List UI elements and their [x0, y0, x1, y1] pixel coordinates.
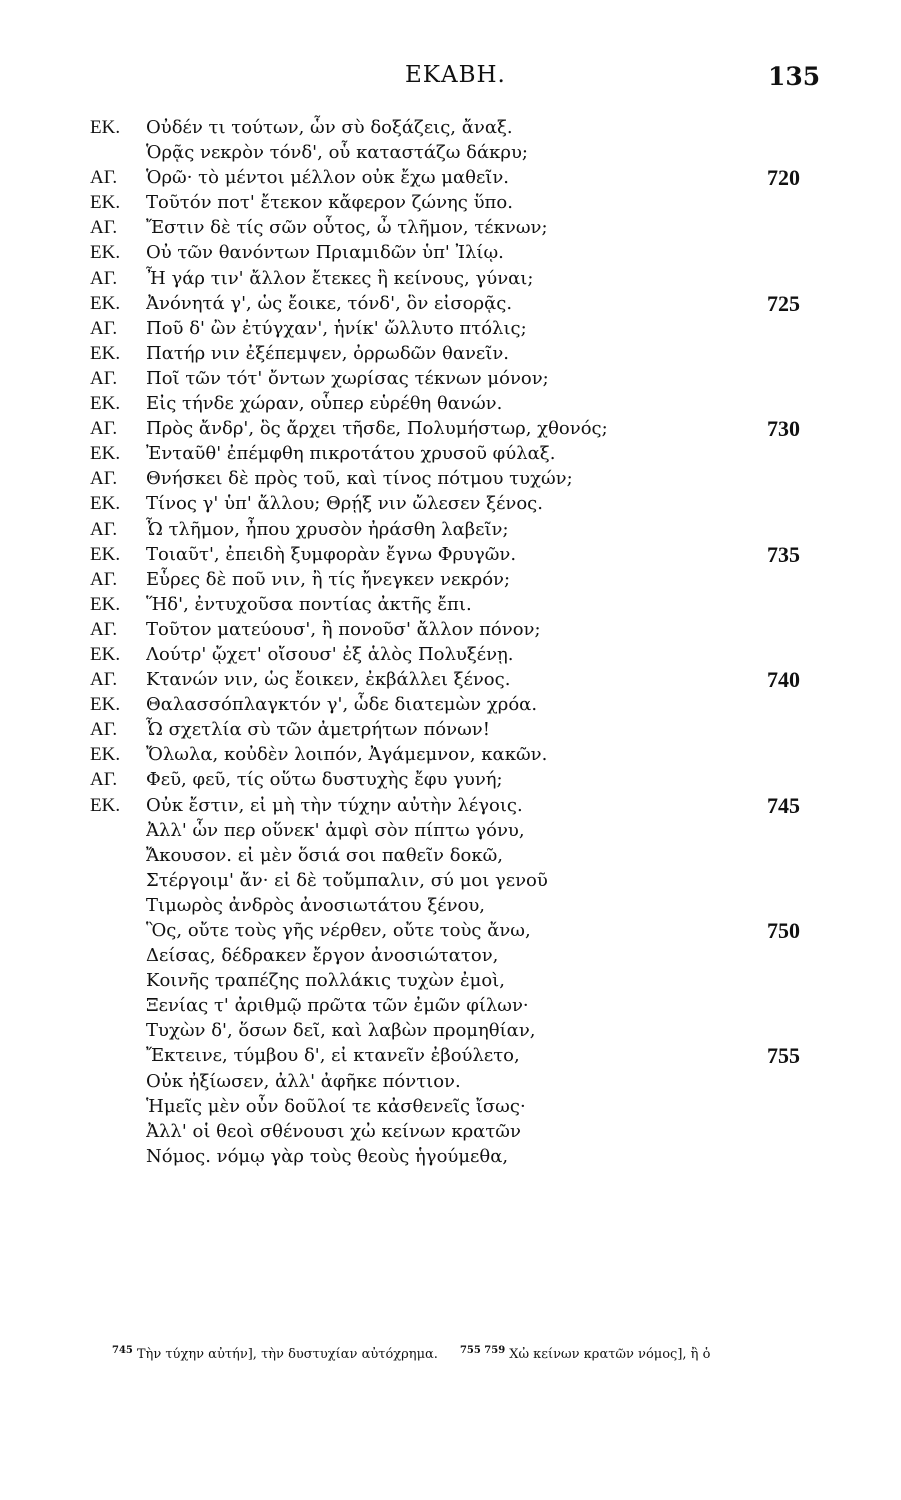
speaker-label: ΑΓ.: [90, 568, 118, 590]
verse-text: Ἦ γάρ τιν' ἄλλον ἔτεκες ἢ κείνους, γύναι;: [146, 267, 534, 289]
verse-line: [0, 416, 901, 441]
verse-line: [0, 266, 901, 291]
verse-line: [0, 1043, 901, 1068]
speaker-label: ΑΓ.: [90, 618, 118, 640]
speaker-label: ΑΓ.: [90, 468, 118, 490]
verse-line: [0, 793, 901, 818]
verse-line: [0, 617, 901, 642]
page-header: [0, 62, 901, 102]
verse-text: Ὁρῶ· τὸ μέντοι μέλλον οὐκ ἔχω μαθεῖν.: [146, 167, 510, 189]
speaker-label: ΕΚ.: [90, 643, 121, 665]
verse-text: Ἀλλ' ὧν περ οὕνεκ' ἀμφὶ σὸν πίπτω γόνυ,: [146, 819, 525, 841]
verse-text: Ἀλλ' οἱ θεοὶ σθένουσι χὠ κείνων κρατῶν: [146, 1120, 521, 1142]
speaker-label: ΕΚ.: [90, 443, 121, 465]
verse-line: [0, 717, 901, 742]
verse-text: Λούτρ' ᾤχετ' οἴσουσ' ἐξ ἁλὸς Πολυξένῃ.: [146, 643, 514, 665]
verse-line: [0, 542, 901, 567]
verse-text: Ποῦ δ' ὢν ἐτύγχαν', ἡνίκ' ὤλλυτο πτόλις;: [146, 317, 527, 339]
verse-line: [0, 943, 901, 968]
speaker-label: ΕΚ.: [90, 493, 121, 515]
verse-line: [0, 1018, 901, 1043]
line-number: 725: [767, 290, 800, 316]
verse-text: Ἡμεῖς μὲν οὖν δοῦλοί τε κἀσθενεῖς ἴσως·: [146, 1095, 526, 1117]
footnotes: [112, 1345, 832, 1362]
verse-text: Πρὸς ἄνδρ', ὃς ἄρχει τῆσδε, Πολυμήστωρ, χθονός;: [146, 418, 608, 440]
verse-text: Κοινῆς τραπέζης πολλάκις τυχὼν ἐμοὶ,: [146, 970, 505, 992]
verse-line: [0, 291, 901, 316]
verse-text: Τυχὼν δ', ὅσων δεῖ, καὶ λαβὼν προμηθίαν,: [146, 1020, 536, 1042]
speaker-label: ΕΚ.: [90, 117, 121, 138]
verse-text: Ἐνταῦθ' ἐπέμφθη πικροτάτου χρυσοῦ φύλαξ.: [146, 443, 556, 465]
speaker-label: ΑΓ.: [90, 267, 118, 289]
speaker-label: ΑΓ.: [90, 719, 118, 741]
verse-line: [0, 341, 901, 366]
verse-line: [0, 993, 901, 1018]
verse-line: [0, 1144, 901, 1169]
speaker-label: ΕΚ.: [90, 192, 121, 214]
verse-text: Θνήσκει δὲ πρὸς τοῦ, καὶ τίνος πότμου τυχών;: [146, 468, 573, 490]
verse-line: [0, 165, 901, 190]
verse-line: [0, 466, 901, 491]
verse-line: [0, 366, 901, 391]
speaker-label: ΕΚ.: [90, 694, 121, 716]
verse-text: Δείσας, δέδρακεν ἔργον ἀνοσιώτατον,: [146, 945, 499, 967]
speaker-label: ΑΓ.: [90, 418, 118, 440]
verse-text: Ἔκτεινε, τύμβου δ', εἰ κτανεῖν ἐβούλετο,: [146, 1045, 520, 1067]
verse-line: [0, 843, 901, 868]
verse-line: [0, 868, 901, 893]
verse-text: Ποῖ τῶν τότ' ὄντων χωρίσας τέκνων μόνον;: [146, 367, 549, 389]
verse-text: Ξενίας τ' ἀριθμῷ πρῶτα τῶν ἐμῶν φίλων·: [146, 995, 529, 1017]
verse-text: Στέργοιμ' ἄν· εἰ δὲ τοὔμπαλιν, σύ μοι γενοῦ: [146, 869, 548, 891]
speaker-label: ΑΓ.: [90, 167, 118, 189]
verse-text: Τοῦτόν ποτ' ἔτεκον κἄφερον ζώνης ὕπο.: [146, 192, 513, 214]
speaker-label: ΑΓ.: [90, 769, 118, 791]
speaker-label: ΑΓ.: [90, 669, 118, 691]
verse-line: [0, 391, 901, 416]
verse-text: Εἰς τήνδε χώραν, οὗπερ εὑρέθη θανών.: [146, 393, 503, 415]
speaker-label: ΑΓ.: [90, 317, 118, 339]
speaker-label: ΕΚ.: [90, 794, 121, 816]
line-number: 720: [767, 165, 800, 191]
line-number: 755: [767, 1043, 800, 1069]
verse-text: Οὐδέν τι τούτων, ὧν σὺ δοξάζεις, ἄναξ.: [146, 117, 513, 138]
verse-text: Οὐκ ἠξίωσεν, ἀλλ' ἀφῆκε πόντιον.: [146, 1070, 461, 1092]
verse-line: [0, 1094, 901, 1119]
verse-text: Ὦ σχετλία σὺ τῶν ἀμετρήτων πόνων!: [146, 719, 490, 741]
verse-line: [0, 767, 901, 792]
verse-text: Ὁρᾷς νεκρὸν τόνδ', οὗ καταστάζω δάκρυ;: [146, 142, 528, 164]
verse-text: Ὃς, οὔτε τοὺς γῆς νέρθεν, οὔτε τοὺς ἄνω,: [146, 920, 531, 941]
speaker-label: ΕΚ.: [90, 744, 121, 766]
verse-text: Νόμος. νόμῳ γὰρ τοὺς θεοὺς ἡγούμεθα,: [146, 1145, 509, 1167]
verse-line: [0, 918, 901, 943]
verse-line: [0, 517, 901, 542]
footnote: [460, 1347, 710, 1362]
verse-text: Τίνος γ' ὑπ' ἄλλου; Θρῄξ νιν ὤλεσεν ξένος.: [146, 493, 543, 515]
verse-line: [0, 115, 901, 140]
line-number: 730: [767, 416, 800, 442]
speaker-label: ΕΚ.: [90, 593, 121, 615]
verse-line: [0, 316, 901, 341]
footnote-ref: 755 759: [459, 1345, 506, 1356]
verse-line: [0, 215, 901, 240]
verse-line: [0, 140, 901, 165]
footnote-text: Τὴν τύχην αὐτήν], τὴν δυστυχίαν αὐτόχρημα.: [136, 1347, 438, 1363]
verse-line: [0, 491, 901, 516]
footnote-ref: 745: [112, 1345, 133, 1356]
verse-text: Πατήρ νιν ἐξέπεμψεν, ὀρρωδῶν θανεῖν.: [146, 342, 509, 364]
footnote: [112, 1347, 438, 1362]
verse-text: Ὄλωλα, κοὐδὲν λοιπόν, Ἀγάμεμνον, κακῶν.: [146, 744, 548, 766]
verse-line: [0, 592, 901, 617]
line-number: 735: [767, 541, 800, 567]
verse-line: [0, 968, 901, 993]
verse-line: [0, 818, 901, 843]
verse-line: [0, 893, 901, 918]
verse-text: Θαλασσόπλαγκτόν γ', ὧδε διατεμὼν χρόα.: [146, 694, 538, 716]
running-title: ΕΚΑΒΗ.: [405, 62, 506, 88]
verse-text: Κτανών νιν, ὡς ἔοικεν, ἐκβάλλει ξένος.: [146, 669, 511, 691]
verse-text: Ἄκουσον. εἰ μὲν ὅσιά σοι παθεῖν δοκῶ,: [146, 844, 504, 866]
verse-lines: [0, 115, 901, 1169]
verse-text: Ἔστιν δὲ τίς σῶν οὗτος, ὦ τλῆμον, τέκνων;: [146, 217, 548, 239]
verse-line: [0, 667, 901, 692]
line-number: 750: [767, 918, 800, 943]
verse-line: [0, 1069, 901, 1094]
verse-line: [0, 692, 901, 717]
verse-text: Τοῦτον ματεύουσ', ἢ πονοῦσ' ἄλλον πόνον;: [146, 618, 541, 640]
speaker-label: ΑΓ.: [90, 518, 118, 540]
verse-text: Φεῦ, φεῦ, τίς οὕτω δυστυχὴς ἔφυ γυνή;: [146, 769, 503, 791]
speaker-label: ΕΚ.: [90, 393, 121, 415]
speaker-label: ΕΚ.: [90, 242, 121, 264]
verse-text: Οὐ τῶν θανόντων Πριαμιδῶν ὑπ' Ἰλίῳ.: [146, 242, 504, 264]
verse-line: [0, 742, 901, 767]
speaker-label: ΕΚ.: [90, 292, 121, 314]
verse-text: Ἀνόνητά γ', ὡς ἔοικε, τόνδ', ὃν εἰσορᾷς.: [146, 292, 513, 314]
line-number: 740: [767, 667, 800, 693]
page-number: 135: [768, 62, 821, 91]
speaker-label: ΕΚ.: [90, 342, 121, 364]
verse-line: [0, 441, 901, 466]
speaker-label: ΕΚ.: [90, 543, 121, 565]
verse-text: Εὗρες δὲ ποῦ νιν, ἢ τίς ἤνεγκεν νεκρόν;: [146, 568, 511, 590]
verse-line: [0, 1119, 901, 1144]
footnote-text: Χὠ κείνων κρατῶν νόμος], ἢ ὁ: [509, 1347, 711, 1363]
verse-text: Ἥδ', ἐντυχοῦσα ποντίας ἀκτῆς ἔπι.: [146, 593, 472, 615]
verse-line: [0, 642, 901, 667]
verse-line: [0, 567, 901, 592]
verse-text: Τιμωρὸς ἀνδρὸς ἀνοσιωτάτου ξένου,: [146, 894, 486, 916]
speaker-label: ΑΓ.: [90, 217, 118, 239]
verse-line: [0, 240, 901, 265]
verse-text: Ὦ τλῆμον, ἦπου χρυσὸν ἠράσθη λαβεῖν;: [146, 518, 509, 540]
speaker-label: ΑΓ.: [90, 367, 118, 389]
verse-text: Τοιαῦτ', ἐπειδὴ ξυμφορὰν ἔγνω Φρυγῶν.: [146, 543, 517, 565]
line-number: 745: [767, 792, 800, 818]
verse-line: [0, 190, 901, 215]
verse-text: Οὐκ ἔστιν, εἰ μὴ τὴν τύχην αὐτὴν λέγοις.: [146, 794, 523, 816]
